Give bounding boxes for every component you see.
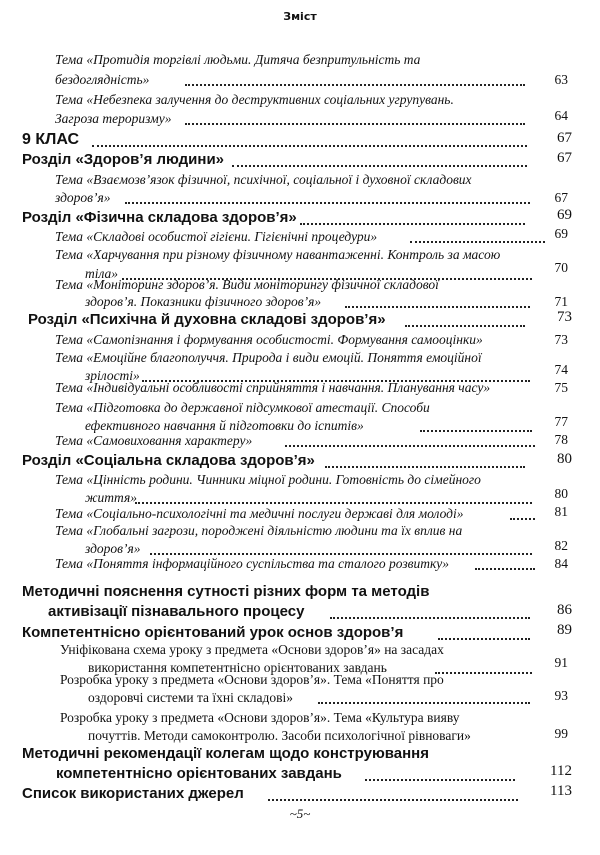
toc-entry-continuation: ефективного навчання й підготовки до іспитів» bbox=[85, 418, 364, 433]
toc-chapter-continuation: активізації пізнавального процесу bbox=[48, 603, 305, 620]
dot-leader bbox=[285, 441, 535, 447]
toc-entry-continuation: життя» bbox=[85, 490, 137, 505]
toc-page-number: 82 bbox=[554, 538, 568, 553]
toc-entry-title: Тема «Складові особистої гігієни. Гігієнічні процедури» bbox=[55, 229, 378, 244]
toc-entry-continuation: бездоглядність» bbox=[55, 72, 150, 87]
toc-chapter-continuation: компетентнісно орієнтованих завдань bbox=[56, 765, 342, 782]
toc-section-heading: Розділ «Фізична складова здоров’я» bbox=[22, 209, 297, 226]
toc-entry-title: Тема «Небезпека залучення до деструктивних соціальних угрупувань. bbox=[55, 92, 454, 107]
toc-entry-title: Тема «Глобальні загрози, породжені діяльністю людини та їх вплив на bbox=[55, 523, 463, 538]
toc-entry-title: Уніфікована схема уроку з предмета «Основи здоров’я» на засадах bbox=[60, 642, 444, 657]
toc-page-number: 112 bbox=[550, 763, 572, 779]
dot-leader bbox=[268, 795, 518, 801]
dot-leader bbox=[325, 462, 525, 468]
dot-leader bbox=[405, 321, 525, 327]
toc-page-number: 69 bbox=[554, 226, 568, 241]
toc-section-heading: Розділ «Психічна й духовна складові здоров’я» bbox=[28, 311, 386, 328]
toc-entry-continuation: зрілості» bbox=[85, 368, 140, 383]
toc-section-heading: Розділ «Здоров’я людини» bbox=[22, 151, 225, 168]
dot-leader bbox=[300, 219, 525, 225]
toc-page-number: 93 bbox=[554, 688, 568, 703]
dot-leader bbox=[232, 161, 527, 167]
toc-chapter-title: Компетентнісно орієнтований урок основ здоров’я bbox=[22, 624, 404, 641]
dot-leader bbox=[435, 668, 532, 674]
toc-grade-heading: 9 КЛАС bbox=[22, 131, 80, 148]
toc-section-heading: Розділ «Соціальна складова здоров’я» bbox=[22, 452, 315, 469]
toc-entry-title: Розробка уроку з предмета «Основи здоров’я». Тема «Поняття про bbox=[60, 672, 444, 687]
toc-page-number: 113 bbox=[550, 783, 572, 799]
toc-entry-title: Тема «Соціально-психологічні та медичні послуги державі для молоді» bbox=[55, 506, 464, 521]
page-number-footer: ~5~ bbox=[289, 806, 311, 821]
toc-entry-continuation: оздоровчі системи та їхні складові» bbox=[88, 690, 294, 705]
dot-leader bbox=[318, 698, 530, 704]
toc-page-number: 67 bbox=[557, 130, 572, 146]
toc-entry-title: Тема «Харчування при різному фізичному навантаженні. Контроль за масою bbox=[55, 247, 501, 262]
toc-entry-title: Тема «Емоційне благополуччя. Природа і види емоцій. Поняття емоційної bbox=[55, 350, 482, 365]
toc-entry-continuation: здоров’я. Показники фізичного здоров’я» bbox=[85, 294, 322, 309]
dot-leader bbox=[345, 302, 530, 308]
toc-entry-continuation: здоров’я» bbox=[85, 541, 141, 556]
toc-page-number: 75 bbox=[554, 380, 568, 395]
toc-page-number: 64 bbox=[554, 108, 568, 123]
toc-chapter-title: Методичні рекомендації колегам щодо конструювання bbox=[22, 745, 429, 762]
toc-entry-title: Тема «Індивідуальні особливості сприйняття і навчання. Планування часу» bbox=[55, 380, 491, 395]
toc-page-number: 99 bbox=[554, 726, 568, 741]
toc-page-number: 73 bbox=[554, 332, 568, 347]
toc-page-number: 70 bbox=[554, 260, 568, 275]
dot-leader bbox=[438, 634, 530, 640]
dot-leader bbox=[475, 564, 535, 570]
dot-leader bbox=[185, 80, 525, 86]
toc-page-number: 81 bbox=[554, 504, 568, 519]
toc-entry-continuation: почуттів. Методи самоконтролю. Засоби психологічної рівноваги» bbox=[88, 728, 471, 743]
toc-page-number: 69 bbox=[557, 207, 572, 223]
dot-leader bbox=[420, 426, 532, 432]
toc-entry-title: Тема «Протидія торгівлі людьми. Дитяча безпритульність та bbox=[55, 52, 421, 67]
toc-entry-continuation: тіла» bbox=[85, 266, 119, 281]
toc-chapter-title: Методичні пояснення сутності різних форм та методів bbox=[22, 583, 430, 600]
toc-entry-continuation: здоров’я» bbox=[55, 190, 111, 205]
dot-leader bbox=[365, 775, 515, 781]
dot-leader bbox=[330, 613, 530, 619]
toc-entry-title: Тема «Поняття інформаційного суспільства та сталого розвитку» bbox=[55, 556, 450, 571]
toc-entry-title: Тема «Моніторинг здоров’я. Види моніторингу фізичної складової bbox=[55, 277, 439, 292]
toc-page-number: 77 bbox=[554, 414, 568, 429]
toc-chapter-title: Список використаних джерел bbox=[22, 785, 244, 802]
toc-page-number: 86 bbox=[557, 602, 572, 618]
toc-entry-continuation: використання компетентнісно орієнтованих завдань bbox=[88, 660, 387, 675]
toc-page-number: 91 bbox=[554, 655, 568, 670]
toc-page-number: 74 bbox=[554, 362, 568, 377]
toc-entry-title: Тема «Самовиховання характеру» bbox=[55, 433, 253, 448]
dot-leader bbox=[185, 119, 525, 125]
toc-page-number: 71 bbox=[554, 294, 568, 309]
toc-page-number: 67 bbox=[557, 150, 572, 166]
dot-leader bbox=[135, 498, 532, 504]
toc-entry-title: Тема «Самопізнання і формування особистості. Формування самооцінки» bbox=[55, 332, 483, 347]
toc-page-number: 80 bbox=[557, 451, 572, 467]
toc-page-number: 63 bbox=[554, 72, 568, 87]
toc-entry-title: Тема «Цінність родини. Чинники міцної родини. Готовність до сімейного bbox=[55, 472, 481, 487]
toc-entry-title: Тема «Підготовка до державної підсумкової атестації. Способи bbox=[55, 400, 430, 415]
toc-page-number: 73 bbox=[557, 309, 572, 325]
dot-leader bbox=[150, 549, 532, 555]
toc-entry-continuation: Загроза тероризму» bbox=[55, 111, 172, 126]
toc-page-number: 78 bbox=[554, 432, 568, 447]
dot-leader bbox=[125, 198, 530, 204]
toc-page-number: 67 bbox=[554, 190, 568, 205]
dot-leader bbox=[92, 141, 527, 147]
toc-page-number: 84 bbox=[554, 556, 568, 571]
toc-entry-title: Розробка уроку з предмета «Основи здоров’я». Тема «Культура вияву bbox=[60, 710, 460, 725]
toc-page-number: 89 bbox=[557, 622, 572, 638]
page-header: Зміст bbox=[283, 10, 317, 23]
toc-entry-title: Тема «Взаємозв’язок фізичної, психічної, соціальної і духовної складових bbox=[55, 172, 472, 187]
dot-leader bbox=[410, 237, 545, 243]
toc-page-number: 80 bbox=[554, 486, 568, 501]
